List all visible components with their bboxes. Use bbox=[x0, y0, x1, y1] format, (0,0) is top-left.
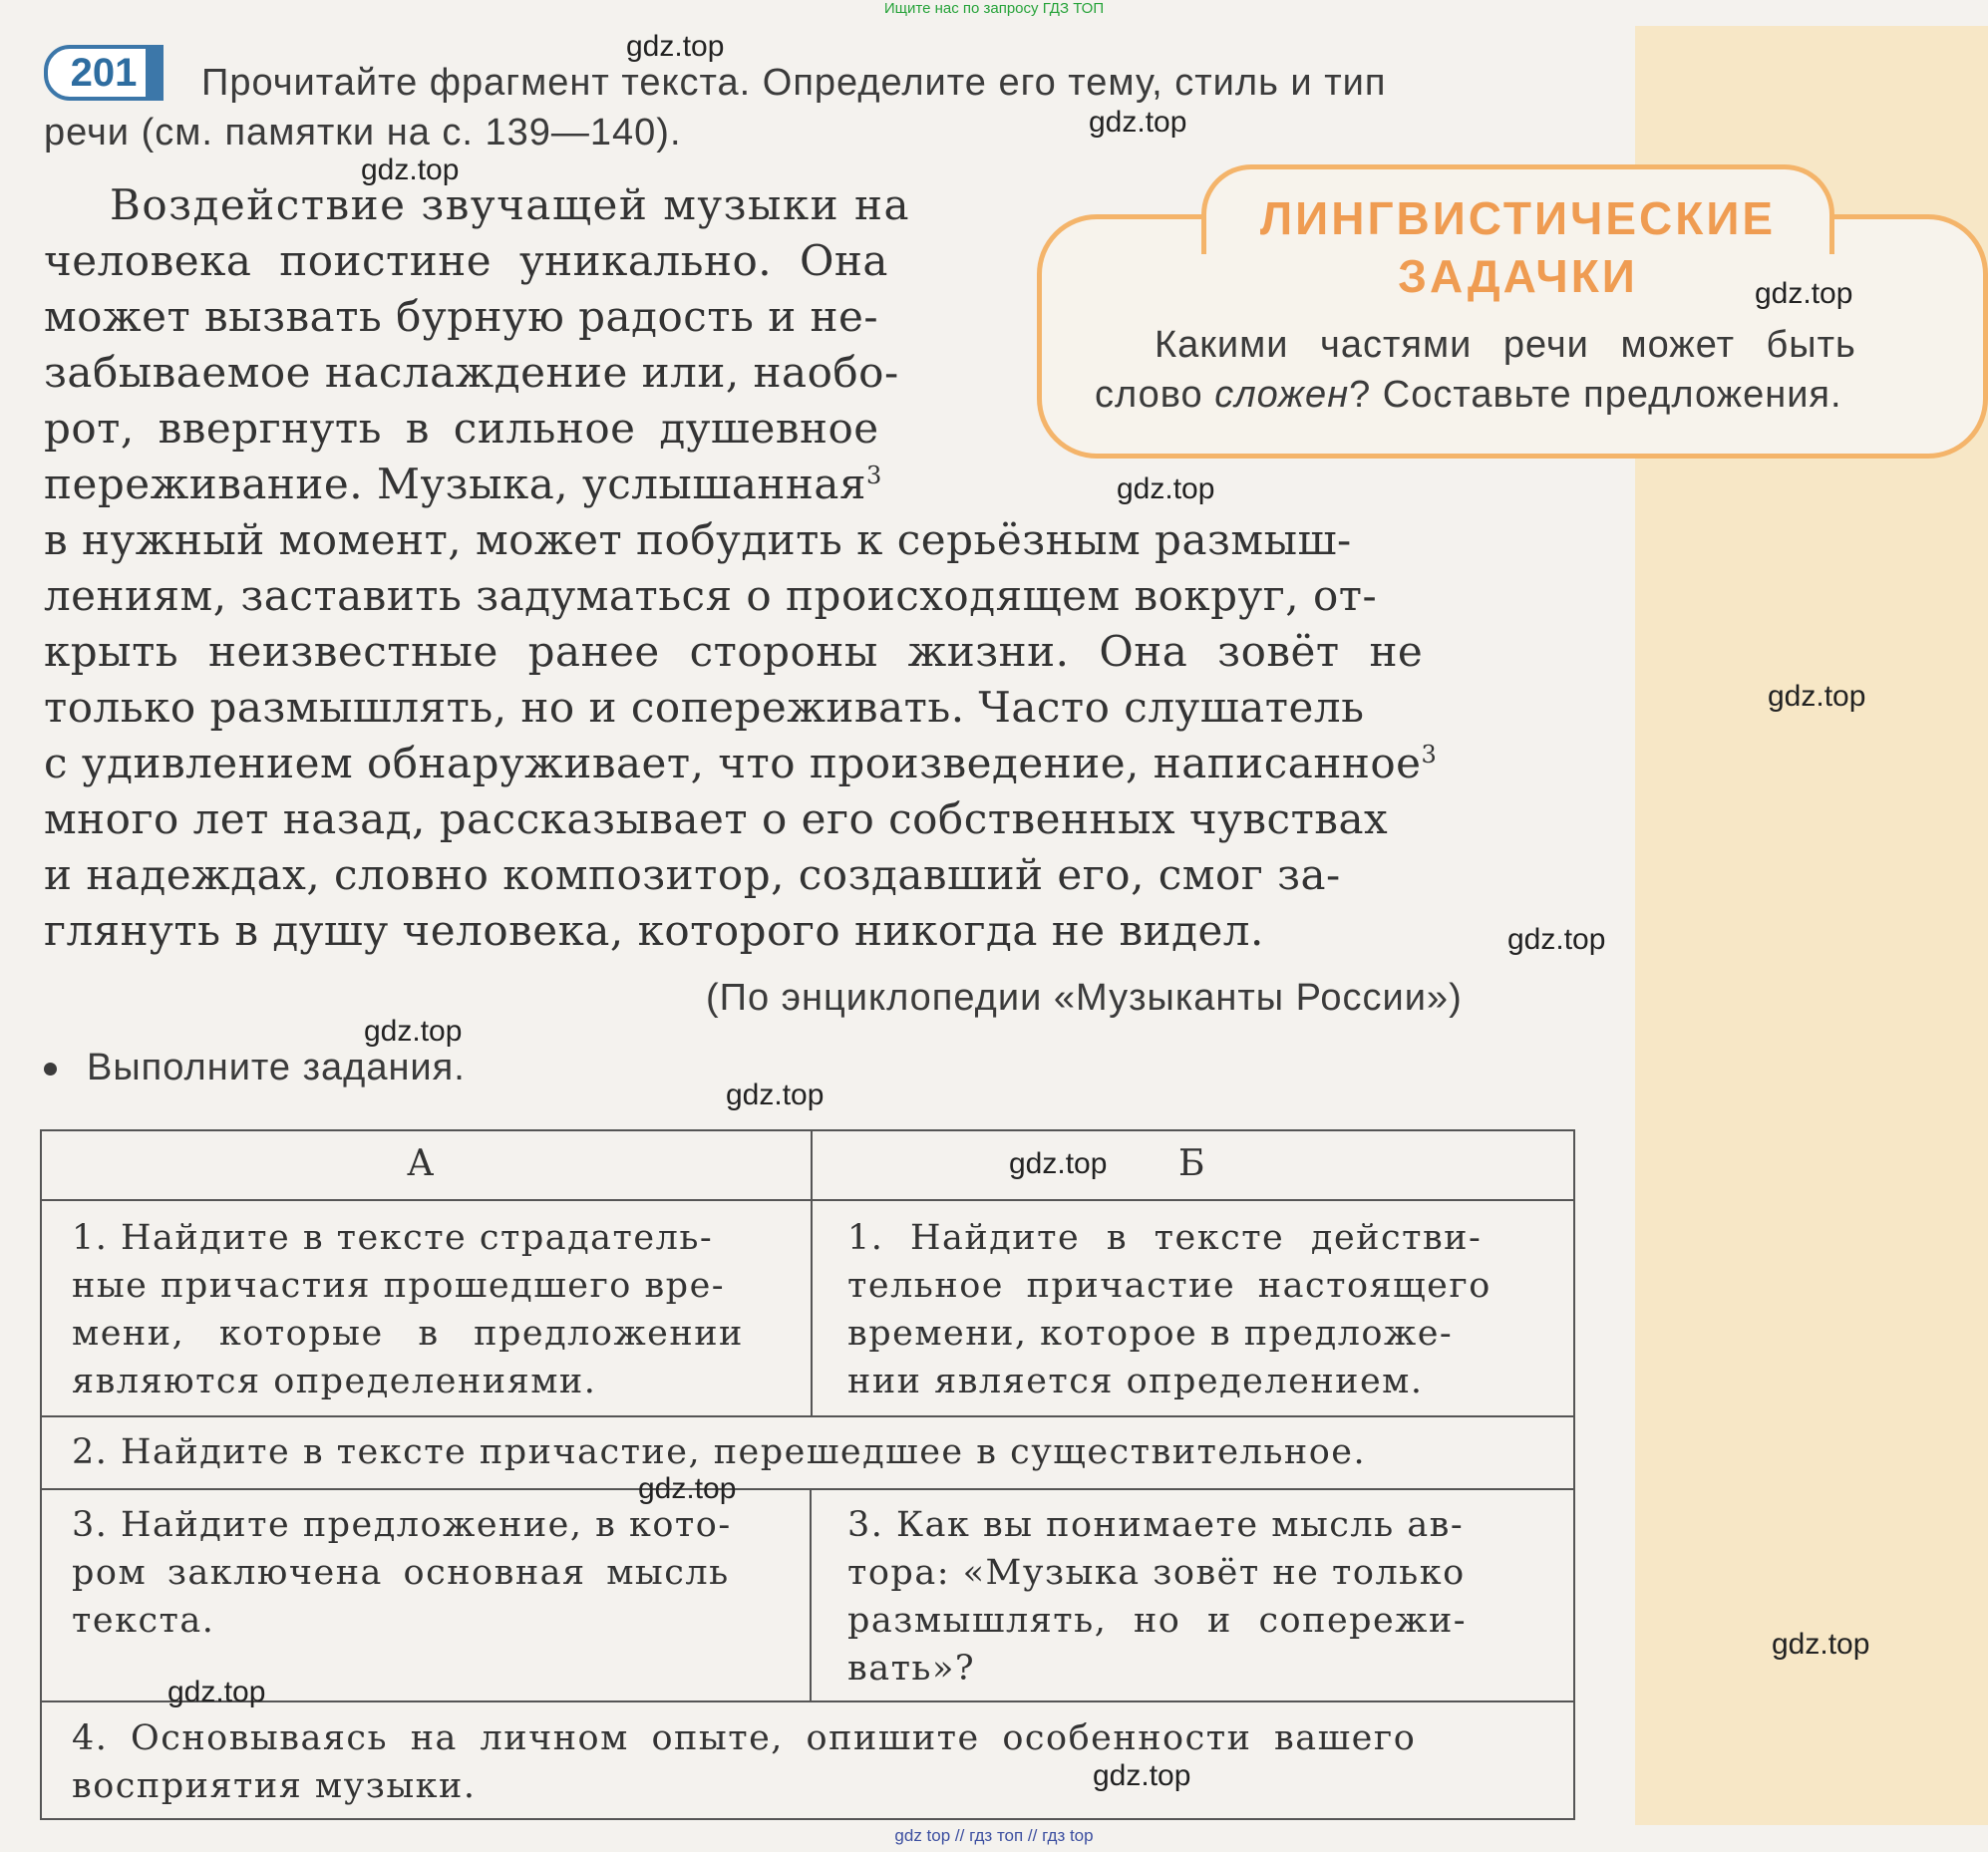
text-line-13: и надеждах, словно композитор, создавший его, смог за- bbox=[44, 850, 1341, 899]
text-line-14: глянуть в душу человека, которого никогда не видел. bbox=[44, 906, 1264, 955]
watermark: gdz.top bbox=[1117, 472, 1215, 505]
bullet-icon bbox=[44, 1063, 57, 1076]
watermark: gdz.top bbox=[364, 1015, 463, 1048]
task-3b-line-3: размышлять, но и сопережи- bbox=[847, 1601, 1468, 1641]
table-column-rule bbox=[811, 1129, 813, 1415]
task-1a-line-1: 1. Найдите в тексте страдатель- bbox=[72, 1218, 714, 1258]
linguistic-tasks-title-1: ЛИНГВИСТИЧЕСКИЕ bbox=[1259, 192, 1777, 244]
watermark: gdz.top bbox=[1507, 923, 1606, 956]
text-line-11 bbox=[44, 739, 1437, 787]
watermark: gdz.top bbox=[1768, 680, 1866, 713]
table-column-rule bbox=[810, 1488, 812, 1700]
text-line-9: крыть неизвестные ранее стороны жизни. Она зовёт не bbox=[44, 627, 1424, 676]
text-line-1: Воздействие звучащей музыки на bbox=[110, 180, 911, 229]
watermark: gdz.top bbox=[1009, 1147, 1108, 1180]
text-line-4: забываемое наслаждение или, наобо- bbox=[44, 348, 899, 397]
task-3b-line-2: тора: «Музыка зовёт не только bbox=[847, 1553, 1466, 1593]
task-1b-line-3: времени, которое в предложе- bbox=[847, 1314, 1454, 1354]
task-bullet-text: Выполните задания. bbox=[87, 1047, 466, 1088]
task-3a-line-1: 3. Найдите предложение, в кото- bbox=[72, 1505, 732, 1545]
task-1b-line-4: нии является определением. bbox=[847, 1362, 1424, 1401]
watermark: gdz.top bbox=[726, 1079, 825, 1111]
text-line-6-text: переживание. Музыка, услышанная bbox=[44, 460, 866, 508]
task-2: 2. Найдите в тексте причастие, перешедшее в существительное. bbox=[72, 1432, 1367, 1472]
exercise-number-badge: 201 bbox=[44, 45, 164, 101]
table-rule bbox=[40, 1199, 1575, 1201]
text-line-12: много лет назад, рассказывает о его собственных чувствах bbox=[44, 794, 1389, 843]
task-4-line-1: 4. Основываясь на личном опыте, опишите особенности вашего bbox=[72, 1718, 1417, 1758]
task-1a-line-3: мени, которые в предложении bbox=[72, 1314, 744, 1354]
superscript-mark-2: 3 bbox=[1421, 741, 1438, 769]
linguistic-task-line-2-start: слово bbox=[1095, 374, 1215, 416]
text-line-3: может вызвать бурную радость и не- bbox=[44, 292, 879, 341]
text-line-8: лениям, заставить задуматься о происходящем вокруг, от- bbox=[44, 571, 1378, 620]
task-3a-line-2: ром заключена основная мысль bbox=[72, 1553, 730, 1593]
bottom-note: gdz top // гдз топ // гдз top bbox=[894, 1826, 1094, 1845]
text-line-7: в нужный момент, может побудить к серьёзным размыш- bbox=[44, 515, 1352, 564]
table-header-a: А bbox=[407, 1143, 435, 1184]
linguistic-task-line-2-end: ? Составьте предложения. bbox=[1349, 374, 1842, 416]
text-line-11-text: с удивлением обнаруживает, что произведение, написанное bbox=[44, 739, 1422, 787]
watermark: gdz.top bbox=[626, 30, 725, 63]
table-rule bbox=[40, 1415, 1575, 1417]
text-source: (По энциклопедии «Музыканты России») bbox=[706, 977, 1463, 1019]
watermark: gdz.top bbox=[638, 1472, 737, 1505]
text-line-2: человека поистине уникально. Она bbox=[44, 236, 888, 285]
text-line-6 bbox=[44, 460, 882, 508]
task-1b-line-2: тельное причастие настоящего bbox=[847, 1266, 1491, 1306]
watermark: gdz.top bbox=[361, 154, 460, 186]
superscript-mark: 3 bbox=[865, 462, 882, 489]
watermark: gdz.top bbox=[1755, 277, 1853, 310]
task-3b-line-1: 3. Как вы понимаете мысль ав- bbox=[847, 1505, 1465, 1545]
linguistic-task-word: сложен bbox=[1214, 374, 1350, 416]
table-rule bbox=[40, 1488, 1575, 1490]
linguistic-tasks-title-2: ЗАДАЧКИ bbox=[1398, 250, 1638, 302]
linguistic-task-line-2 bbox=[1095, 374, 1842, 417]
watermark: gdz.top bbox=[1772, 1628, 1870, 1661]
task-1a-line-2: ные причастия прошедшего вре- bbox=[72, 1266, 726, 1306]
text-line-5: рот, ввергнуть в сильное душевное bbox=[44, 404, 879, 453]
task-3b-line-4: вать»? bbox=[847, 1649, 976, 1689]
instruction-line-2: речи (см. памятки на с. 139—140). bbox=[44, 112, 682, 154]
task-1a-line-4: являются определениями. bbox=[72, 1362, 597, 1401]
text-line-10: только размышлять, но и сопереживать. Часто слушатель bbox=[44, 683, 1365, 732]
watermark: gdz.top bbox=[1089, 106, 1187, 139]
watermark: gdz.top bbox=[1093, 1759, 1191, 1792]
task-4-line-2: восприятия музыки. bbox=[72, 1766, 477, 1806]
watermark: gdz.top bbox=[167, 1676, 266, 1708]
task-3a-line-3: текста. bbox=[72, 1601, 215, 1641]
top-search-note: Ищите нас по запросу ГДЗ ТОП bbox=[883, 0, 1105, 17]
linguistic-task-line-1: Какими частями речи может быть bbox=[1155, 324, 1856, 366]
task-1b-line-1: 1. Найдите в тексте действи- bbox=[847, 1218, 1483, 1258]
table-rule bbox=[40, 1700, 1575, 1702]
instruction-line-1: Прочитайте фрагмент текста. Определите его тему, стиль и тип bbox=[201, 62, 1387, 104]
table-header-b: Б bbox=[1178, 1143, 1205, 1184]
task-bullet bbox=[44, 1047, 466, 1089]
